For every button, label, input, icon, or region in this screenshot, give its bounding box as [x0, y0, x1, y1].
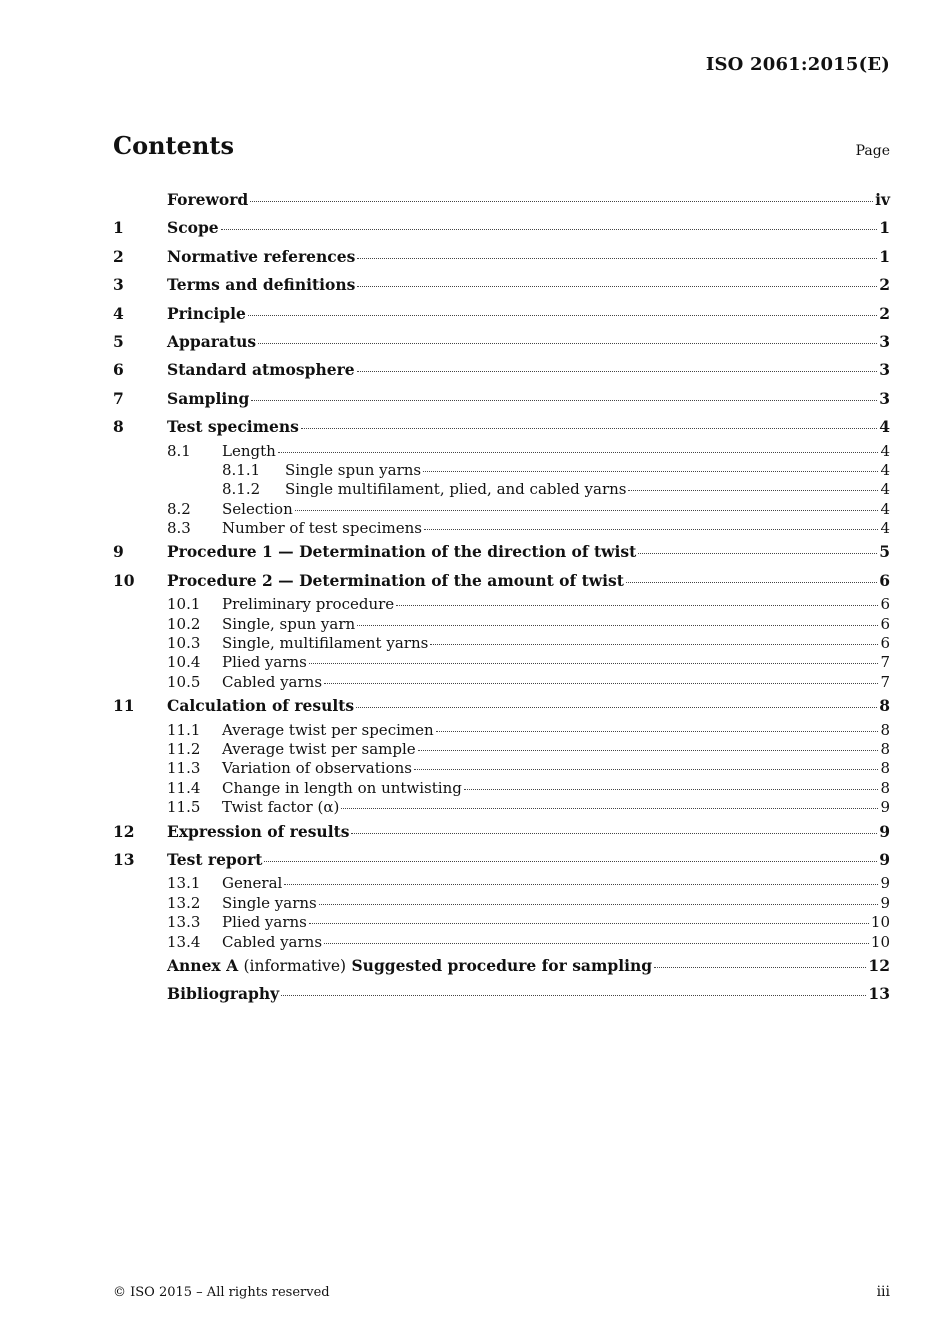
toc-entry-title-prefix: Annex A: [167, 955, 239, 975]
toc-entry-number: 8: [113, 417, 124, 437]
toc-entry-number: 12: [113, 821, 135, 841]
toc-entry-number: 8.1: [167, 441, 191, 460]
dot-leader: [301, 428, 877, 429]
toc-entry-page: 9: [880, 798, 890, 817]
toc-entry-page: 4: [880, 480, 890, 499]
dot-leader: [357, 625, 878, 626]
toc-entry-number: 11.3: [167, 759, 201, 778]
toc-entry[interactable]: [113, 356, 890, 384]
toc-entry-title: Scope: [167, 218, 219, 238]
toc-entry-title: Variation of observations: [222, 759, 412, 778]
dot-leader: [357, 258, 877, 259]
toc-entry[interactable]: [113, 692, 890, 720]
toc-entry-page: iv: [875, 190, 890, 209]
toc-entry-title: Twist factor (α): [222, 798, 340, 817]
toc-entry[interactable]: [113, 653, 890, 672]
toc-entry-page: 10: [870, 932, 890, 951]
toc-entry[interactable]: [113, 186, 890, 214]
toc-entry-number: 13: [113, 849, 135, 869]
dot-leader: [278, 452, 879, 453]
dot-leader: [430, 644, 878, 645]
toc-entry-number: 10: [113, 570, 135, 590]
page-column-label: Page: [855, 143, 890, 159]
toc-entry[interactable]: [113, 538, 890, 566]
toc-entry-number: 11.5: [167, 798, 201, 817]
toc-entry-number: 11.1: [167, 720, 201, 739]
toc-entry-title: Single, spun yarn: [222, 614, 356, 633]
toc-entry-title: Selection: [222, 499, 293, 518]
toc-entry-number: 7: [113, 388, 124, 408]
toc-entry[interactable]: [113, 798, 890, 817]
toc-entry-page: 8: [879, 696, 890, 716]
dot-leader: [626, 582, 877, 583]
toc-entry-page: 4: [880, 441, 890, 460]
toc-entry-number: 13.3: [167, 913, 201, 932]
toc-entry-title: Procedure 1 — Determination of the direction of twist: [167, 542, 637, 562]
toc-entry-page: 12: [868, 955, 890, 975]
toc-entry-title: [167, 952, 652, 980]
toc-entry[interactable]: [113, 759, 890, 778]
toc-entry-number: 11.2: [167, 739, 201, 758]
toc-entry[interactable]: [113, 673, 890, 692]
toc-entry[interactable]: [113, 779, 890, 798]
dot-leader: [258, 343, 877, 344]
toc-entry[interactable]: [113, 328, 890, 356]
dot-leader: [357, 286, 877, 287]
table-of-contents: [113, 186, 890, 1009]
toc-entry-title: Standard atmosphere: [167, 360, 355, 380]
toc-entry-number: 3: [113, 275, 124, 295]
dot-leader: [221, 229, 878, 230]
toc-entry-title: Change in length on untwisting: [222, 778, 462, 797]
toc-entry[interactable]: [113, 413, 890, 441]
toc-entry[interactable]: [113, 500, 890, 519]
toc-entry-number: 11: [113, 696, 135, 716]
toc-entry-title: Principle: [167, 303, 246, 323]
toc-entry-title: Average twist per specimen: [222, 720, 434, 739]
dot-leader: [396, 605, 878, 606]
dot-leader: [324, 683, 878, 684]
dot-leader: [628, 490, 878, 491]
toc-entry-page: 13: [868, 984, 890, 1004]
toc-entry-page: 3: [879, 360, 890, 380]
toc-entry-title-note: (informative): [243, 956, 347, 975]
toc-entry[interactable]: [113, 519, 890, 538]
dot-leader: [309, 663, 879, 664]
dot-leader: [250, 201, 873, 202]
dot-leader: [424, 529, 878, 530]
toc-entry-title: Average twist per sample: [222, 739, 416, 758]
dot-leader: [341, 808, 878, 809]
toc-entry-title: Sampling: [167, 388, 250, 408]
toc-entry-page: 8: [880, 739, 890, 758]
toc-entry-title: Single yarns: [222, 893, 317, 912]
dot-leader: [264, 861, 877, 862]
toc-entry-page: 4: [880, 460, 890, 479]
toc-entry-title: Plied yarns: [222, 913, 307, 932]
toc-entry[interactable]: [113, 818, 890, 846]
dot-leader: [423, 471, 878, 472]
toc-entry-page: 9: [880, 874, 890, 893]
dot-leader: [356, 707, 877, 708]
toc-entry[interactable]: [113, 980, 890, 1008]
dot-leader: [295, 510, 879, 511]
toc-entry-page: 6: [880, 595, 890, 614]
toc-entry-page: 8: [880, 759, 890, 778]
page-number: iii: [876, 1284, 890, 1300]
toc-entry-number: 10.4: [167, 653, 201, 672]
toc-entry-title: Procedure 2 — Determination of the amount of twist: [167, 570, 624, 590]
dot-leader: [418, 750, 879, 751]
toc-entry[interactable]: [113, 952, 890, 980]
toc-entry[interactable]: [113, 480, 890, 499]
toc-entry[interactable]: [113, 874, 890, 893]
toc-entry[interactable]: [113, 846, 890, 874]
toc-entry-page: 10: [870, 913, 890, 932]
toc-entry-page: 6: [880, 634, 890, 653]
toc-entry-title: Cabled yarns: [222, 672, 323, 691]
toc-entry-page: 8: [880, 720, 890, 739]
toc-entry-page: 9: [879, 849, 890, 869]
toc-entry-number: 13.1: [167, 874, 201, 893]
toc-entry-title: Number of test specimens: [222, 519, 423, 538]
toc-entry-title: Single multifilament, plied, and cabled yarns: [285, 480, 627, 499]
toc-entry-title: Length: [222, 441, 276, 460]
toc-entry[interactable]: [113, 214, 890, 242]
dot-leader: [281, 995, 866, 996]
toc-entry-title: Apparatus: [167, 331, 257, 351]
toc-entry-page: 5: [879, 542, 890, 562]
toc-entry-title: Normative references: [167, 246, 356, 266]
toc-entry-title: Bibliography: [167, 984, 280, 1004]
toc-entry[interactable]: [113, 442, 890, 461]
dot-leader: [654, 967, 866, 968]
dot-leader: [436, 731, 879, 732]
toc-entry-page: 2: [879, 275, 890, 295]
toc-entry[interactable]: [113, 461, 890, 480]
toc-entry-title: Single spun yarns: [285, 460, 422, 479]
toc-entry-page: 4: [880, 499, 890, 518]
toc-entry-number: 13.2: [167, 893, 201, 912]
dot-leader: [251, 400, 877, 401]
toc-entry-title: Cabled yarns: [222, 932, 323, 951]
dot-leader: [309, 923, 869, 924]
toc-entry[interactable]: [113, 721, 890, 740]
toc-entry-page: 4: [880, 519, 890, 538]
toc-entry-title: General: [222, 874, 283, 893]
document-id: ISO 2061:2015(E): [705, 54, 890, 75]
toc-entry-page: 9: [880, 893, 890, 912]
dot-leader: [248, 315, 877, 316]
toc-entry-title: Plied yarns: [222, 653, 307, 672]
dot-leader: [464, 789, 879, 790]
toc-entry-title: Expression of results: [167, 821, 350, 841]
toc-entry-title: Test specimens: [167, 417, 299, 437]
toc-entry[interactable]: [113, 634, 890, 653]
toc-entry-number: 9: [113, 542, 124, 562]
toc-entry-title: Test report: [167, 849, 263, 869]
copyright-notice: © ISO 2015 – All rights reserved: [113, 1285, 330, 1300]
dot-leader: [351, 833, 877, 834]
toc-entry-number: 4: [113, 303, 124, 323]
toc-entry[interactable]: [113, 933, 890, 952]
toc-entry-number: 10.3: [167, 634, 201, 653]
toc-entry-title: Terms and definitions: [167, 275, 356, 295]
toc-entry-number: 1: [113, 218, 124, 238]
toc-entry-number: 10.2: [167, 614, 201, 633]
toc-entry[interactable]: [113, 615, 890, 634]
toc-entry[interactable]: [113, 913, 890, 932]
toc-entry-number: 10.5: [167, 672, 201, 691]
toc-entry-page: 2: [879, 303, 890, 323]
dot-leader: [324, 943, 869, 944]
dot-leader: [357, 371, 878, 372]
toc-entry-number: 8.2: [167, 499, 191, 518]
toc-entry-number: 8.3: [167, 519, 191, 538]
toc-entry-number: 2: [113, 246, 124, 266]
toc-entry[interactable]: [113, 595, 890, 614]
toc-entry-page: 4: [879, 417, 890, 437]
toc-entry-title: Foreword: [167, 190, 249, 209]
toc-entry-number: 5: [113, 331, 124, 351]
dot-leader: [284, 884, 878, 885]
toc-entry-page: 6: [880, 614, 890, 633]
toc-entry[interactable]: [113, 740, 890, 759]
toc-entry-page: 9: [879, 821, 890, 841]
toc-entry[interactable]: [113, 567, 890, 595]
toc-entry-page: 6: [879, 570, 890, 590]
toc-entry-page: 1: [879, 246, 890, 266]
toc-entry-page: 8: [880, 778, 890, 797]
toc-entry-page: 7: [880, 653, 890, 672]
toc-entry-title: Calculation of results: [167, 696, 355, 716]
toc-entry-number: 8.1.1: [222, 460, 261, 479]
toc-entry-page: 3: [879, 331, 890, 351]
toc-entry[interactable]: [113, 243, 890, 271]
toc-entry[interactable]: [113, 271, 890, 299]
toc-entry[interactable]: [113, 300, 890, 328]
toc-entry-page: 1: [879, 218, 890, 238]
toc-entry-number: 8.1.2: [222, 480, 261, 499]
toc-entry-number: 10.1: [167, 595, 201, 614]
contents-heading: Contents: [113, 131, 234, 160]
toc-entry-number: 6: [113, 360, 124, 380]
toc-entry-page: 3: [879, 388, 890, 408]
toc-entry-title: Single, multifilament yarns: [222, 634, 429, 653]
toc-entry-title: Preliminary procedure: [222, 595, 395, 614]
toc-entry[interactable]: [113, 894, 890, 913]
toc-entry-number: 13.4: [167, 932, 201, 951]
toc-entry-page: 7: [880, 672, 890, 691]
dot-leader: [414, 769, 878, 770]
toc-entry-number: 11.4: [167, 778, 201, 797]
dot-leader: [319, 904, 879, 905]
toc-entry-title-rest: Suggested procedure for sampling: [351, 955, 653, 975]
dot-leader: [638, 553, 877, 554]
toc-entry[interactable]: [113, 385, 890, 413]
